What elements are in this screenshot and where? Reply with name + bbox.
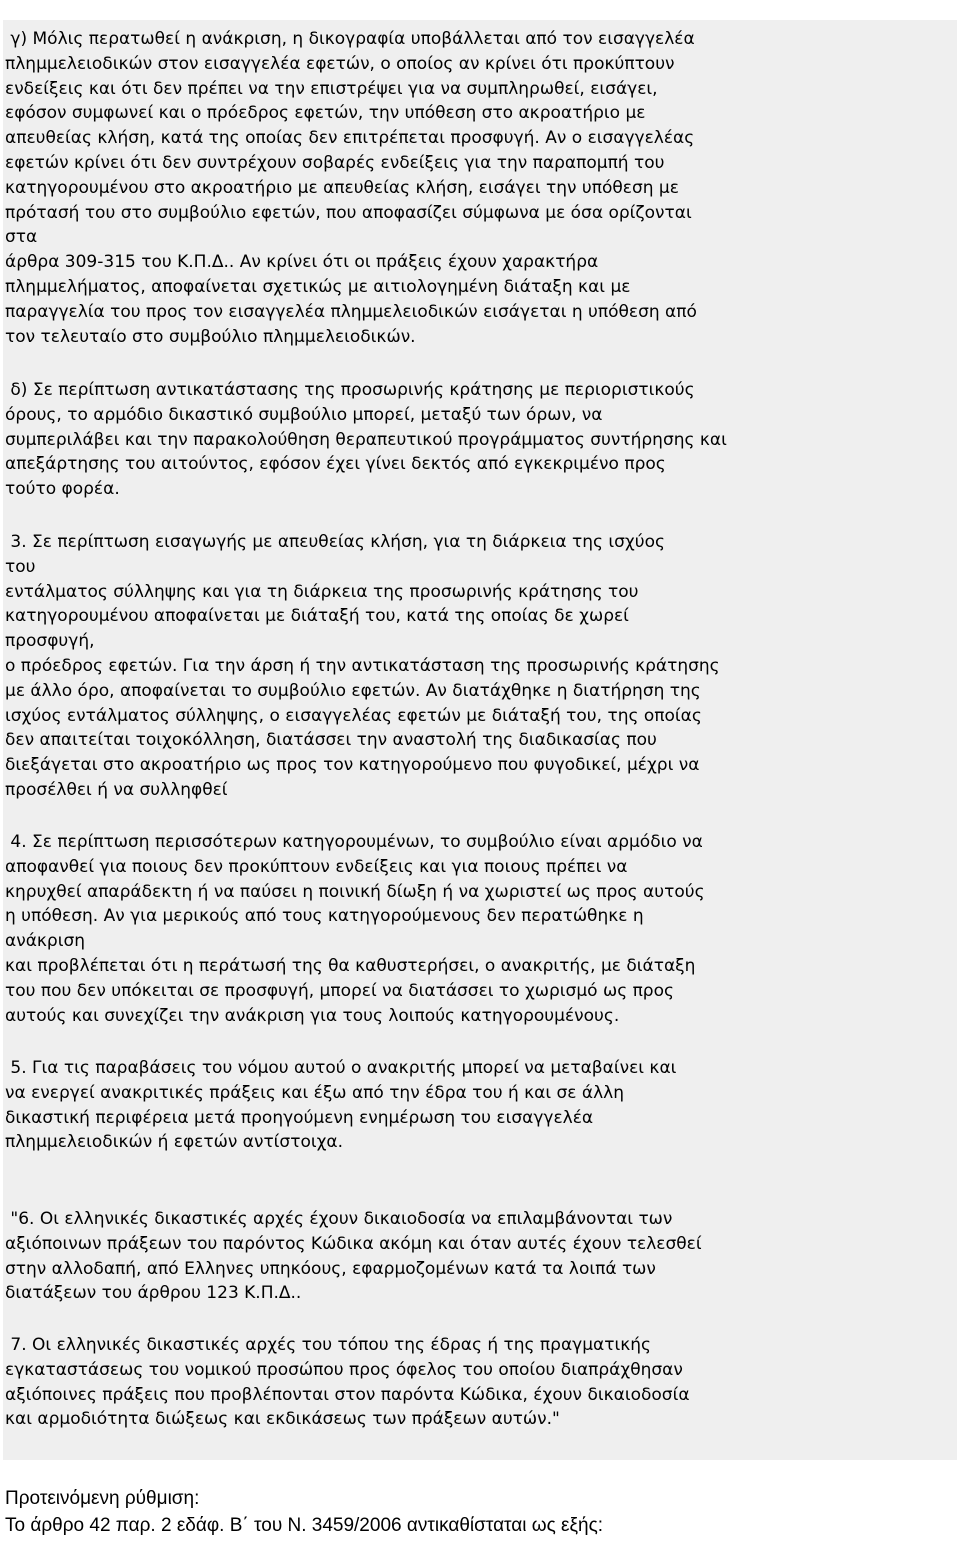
paragraph-gamma: γ) Μόλις περατωθεί η ανάκριση, η δικογραφία υποβάλλεται από τον εισαγγελέα πλημμελειοδικών στον εισαγγελέα εφετών, ο οποίος αν κρίνει ότι προκύπτουν ενδείξεις και ότι δεν πρέπει να την επιστρέψει για να συμπληρωθεί, εισάγει, εφόσον συμφωνεί και ο πρόεδρος εφετών, την υπόθεση στο ακροατήριο με απευθείας κλήση, κατά της οποίας δεν επιτρέπεται προσφυγή. Αν ο εισαγγελέας εφετών κρίνει ότι δεν συντρέχουν σοβαρές ενδείξεις για την παραπομπή του κατηγορουμένου στο ακροατήριο με απευθείας κλήση, εισάγει την υπόθεση με πρότασή του στο συμβούλιο εφετών, που αποφασίζει σύμφωνα με όσα ορίζονται στα άρθρα 309-315 του Κ.Π.Δ.. Αν κρίνει ότι οι πράξεις έχουν χαρακτήρα πλημμελήματος, αποφαίνεται σχετικώς με αιτιολογημένη διάταξη και με παραγγελία του προς τον εισαγγελέα πλημμελειοδικών εισάγεται η υπόθεση από τον τελευταίο στο συμβούλιο πλημμελειοδικών. [5,29,697,347]
paragraph-item-4: 4. Σε περίπτωση περισσότερων κατηγορουμένων, το συμβούλιο είναι αρμόδιο να αποφανθεί για ποιους δεν προκύπτουν ενδείξεις και για ποιους πρέπει να κηρυχθεί απαράδεκτη ή να παύσει η ποινική δίωξη ή να χωριστεί ως προς αυτούς η υπόθεση. Αν για μερικούς από τους κατηγορούμενους δεν περατώθηκε η ανάκριση και προβλέπεται ότι η περάτωσή της θα καθυστερήσει, ο ανακριτής, με διάταξη του που δεν υπόκειται σε προσφυγή, μπορεί να διατάσσει το χωρισμό ως προς αυτούς και συνεχίζει την ανάκριση για τους λοιπούς κατηγορουμένους. [5,832,705,1026]
replacement-statement: Το άρθρο 42 παρ. 2 εδάφ. Β΄ του Ν. 3459/2006 αντικαθίσταται ως εξής: [5,1515,604,1536]
paragraph-item-6: "6. Οι ελληνικές δικαστικές αρχές έχουν δικαιοδοσία να επιλαμβάνονται των αξιόποινων πράξεων του παρόντος Κώδικα ακόμη και όταν αυτές έχουν τελεσθεί στην αλλοδαπή, από Ελληνες υπηκόους, εφαρμοζομένων κατά τα λοιπά των διατάξεων του άρθρου 123 Κ.Π.Δ.. [5,1209,702,1304]
proposed-provision-label: Προτεινόμενη ρύθμιση: [5,1488,200,1509]
paragraph-item-7: 7. Οι ελληνικές δικαστικές αρχές του τόπου της έδρας ή της πραγματικής εγκαταστάσεως του νομικού προσώπου προς όφελος του οποίου διαπράχθησαν αξιόποινες πράξεις που προβλέπονται στον παρόντα Κώδικα, έχουν δικαιοδοσία και αρμοδιότητα διώξεως και εκδικάσεως των πράξεων αυτών." [5,1335,690,1430]
paragraph-delta: δ) Σε περίπτωση αντικατάστασης της προσωρινής κράτησης με περιοριστικούς όρους, το αρμόδιο δικαστικό συμβούλιο μπορεί, μεταξύ των όρων, να συμπεριλάβει και την παρακολούθηση θεραπευτικού προγράμματος συντήρησης και απεξάρτησης του αιτούντος, εφόσον έχει γίνει δεκτός από εγκεκριμένο προς τούτο φορέα. [5,380,727,500]
paragraph-item-5: 5. Για τις παραβάσεις του νόμου αυτού ο ανακριτής μπορεί να μεταβαίνει και να ενεργεί ανακριτικές πράξεις και έξω από την έδρα του ή και σε άλλη δικαστική περιφέρεια μετά προηγούμενη ενημέρωση του εισαγγελέα πλημμελειοδικών ή εφετών αντίστοιχα. [5,1058,677,1153]
paragraph-item-3: 3. Σε περίπτωση εισαγωγής με απευθείας κλήση, για τη διάρκεια της ισχύος του εντάλματος σύλληψης και για τη διάρκεια της προσωρινής κράτησης του κατηγορουμένου αποφαίνεται με διάταξή του, κατά της οποίας δε χωρεί προσφυγή, ο πρόεδρος εφετών. Για την άρση ή την αντικατάσταση της προσωρινής κράτησης με άλλο όρο, αποφαίνεται το συμβούλιο εφετών. Αν διατάχθηκε η διατήρηση της ισχύος εντάλματος σύλληψης, ο εισαγγελέας εφετών με διάταξή του, της οποίας δεν απαιτείται τοιχοκόλληση, διατάσσει την αναστολή της διαδικασίας που διεξάγεται στο ακροατήριο ως προς τον κατηγορούμενο που φυγοδικεί, μέχρι να προσέλθει ή να συλληφθεί [5,532,720,800]
